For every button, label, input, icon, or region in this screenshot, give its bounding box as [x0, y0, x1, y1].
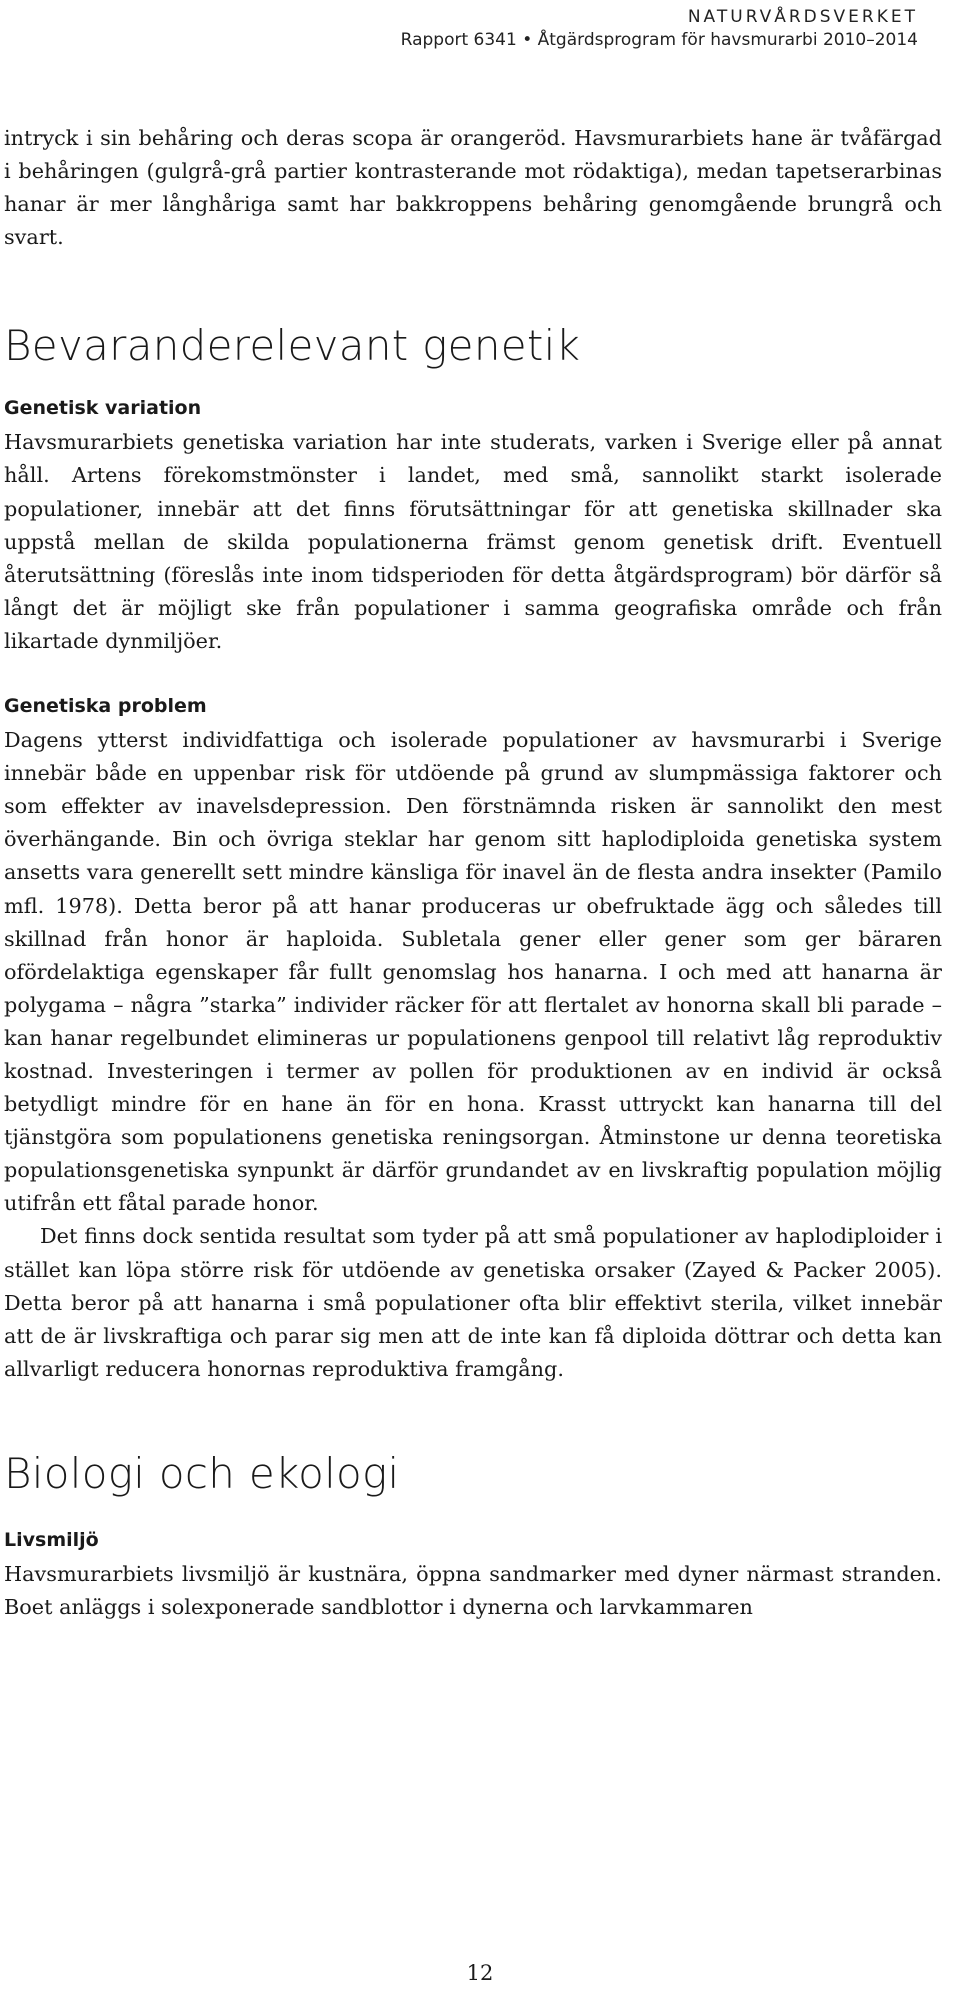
paragraph-livsmiljo: Havsmurarbiets livsmiljö är kustnära, öppna sandmarker med dyner närmast stranden. Boet anläggs i solexponerade sandblottor i dynerna och larvkammaren	[4, 1561, 942, 1619]
subheading-genetisk-variation: Genetisk variation	[4, 397, 202, 420]
intro-paragraph: intryck i sin behåring och deras scopa är orangeröd. Havsmurarbiets hane är tvåfärgad i behåringen (gulgrå-grå partier kontrasterande mot rödaktiga), medan tapetserarbinas hanar är mer långhåriga samt har bakkroppens behåring genomgående brungrå och svart.	[4, 126, 942, 250]
running-header	[401, 6, 918, 52]
report-title: Rapport 6341 • Åtgärdsprogram för havsmurarbi 2010–2014	[400, 30, 918, 50]
paragraph-genetisk-variation: Havsmurarbiets genetiska variation har inte studerats, varken i Sverige eller på annat håll. Artens förekomstmönster i landet, med små, sannolikt starkt isolerade populationer, innebär att det finns förutsättningar för att genetiska skillnader ska uppstå mellan de skilda populationerna främst genom genetisk drift. Eventuell återutsättning (föreslås inte inom tidsperioden för detta åtgärdsprogram) bör därför så långt det är möjligt ske från populationer i samma geografiska område och från likartade dynmiljöer.	[4, 430, 942, 653]
subheading-genetiska-problem: Genetiska problem	[4, 695, 207, 718]
page-body	[4, 122, 942, 1624]
section-title-genetik: Bevaranderelevant genetik	[4, 321, 581, 371]
paragraph-genetiska-problem-2: Det finns dock sentida resultat som tyder på att små populationer av haplodiploider i stället kan löpa större risk för utdöende av genetiska orsaker (Zayed & Packer 2005). Detta beror på att hanarna i små populationer ofta blir effektivt sterila, vilket innebär att de är livskraftiga och parar sig men att de inte kan få diploida döttrar och detta kan allvarligt reducera honornas reproduktiva framgång.	[4, 1224, 942, 1381]
publisher-name: NATURVÅRDSVERKET	[687, 7, 918, 27]
page-number: 12	[466, 1961, 494, 1985]
subheading-livsmiljo: Livsmiljö	[4, 1528, 99, 1551]
section-title-biologi: Biologi och ekologi	[4, 1448, 400, 1498]
paragraph-genetiska-problem-1: Dagens ytterst individfattiga och isolerade populationer av havsmurarbi i Sverige innebär både en uppenbar risk för utdöende på grund av slumpmässiga faktorer och som effekter av inavelsdepression. Den förstnämnda risken är sannolikt den mest överhängande. Bin och övriga steklar har genom sitt haplodiploida genetiska system ansetts vara generellt sett mindre känsliga för inavel än de flesta andra insekter (Pamilo mfl. 1978). Detta beror på att hanar produceras ur obefruktade ägg och således till skillnad från honor är haploida. Subletala gener eller gener som ger bäraren ofördelaktiga egenskaper får fullt genomslag hos hanarna. I och med att hanarna är polygama – några ”starka” individer räcker för att flertalet av honorna skall bli parade – kan hanar regelbundet elimineras ur populationens genpool till relativt låg reproduktiv kostnad. Investeringen i termer av pollen för produktionen av en individ är också betydligt mindre för en hane än för en hona. Krasst uttryckt kan hanarna till del tjänstgöra som populationens genetiska reningsorgan. Åtminstone ur denna teoretiska populationsgenetiska synpunkt är därför grundandet av en livskraftig population möjlig utifrån ett fåtal parade honor.	[4, 728, 942, 1216]
